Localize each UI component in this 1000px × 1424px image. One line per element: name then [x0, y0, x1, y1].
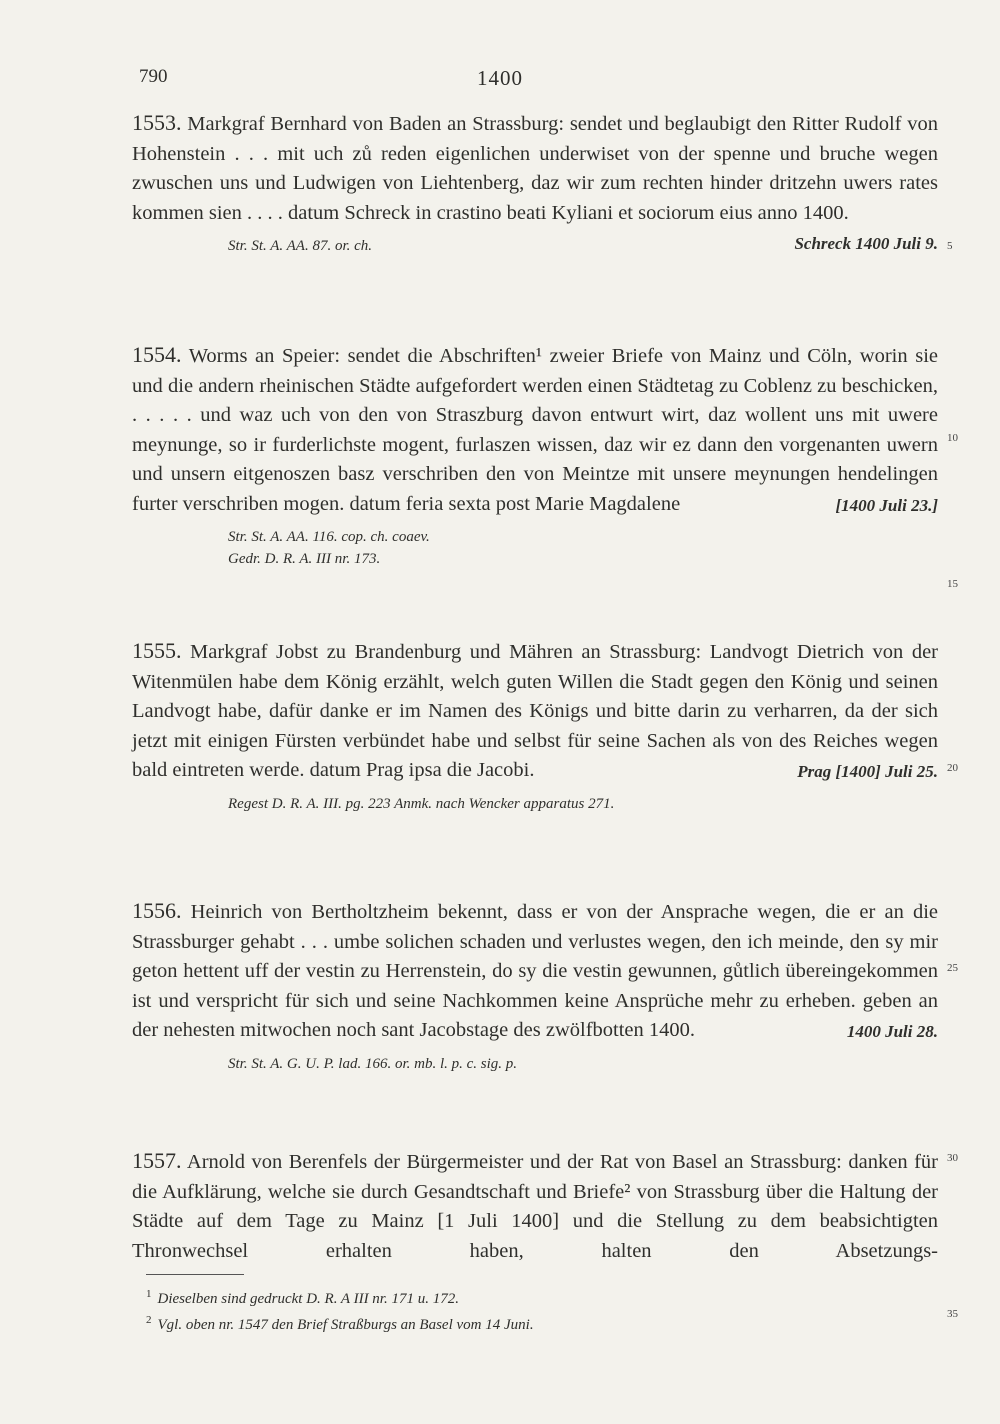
footnotes: [146, 1284, 926, 1336]
entry-1554: [132, 340, 938, 570]
page-number: 790: [139, 66, 168, 87]
margin-line-number: 20: [947, 762, 958, 774]
margin-line-number: 15: [947, 578, 958, 590]
margin-line-number: 25: [947, 962, 958, 974]
margin-line-number: 10: [947, 432, 958, 444]
entry-1556: [132, 896, 938, 1075]
entry-body: Arnold von Berenfels der Bürgermeister und der Rat von Basel an Strassburg: danken für die Aufklärung, welche sie durch Gesandtschaft und Briefe² von Strassburg über die Haltung der Städte auf dem Tage zu Mainz [1 Juli 1400] und die Stellung zu dem beabsichtigten Thronwechsel erhalten haben, halten den Absetzungs-: [132, 1151, 938, 1262]
footnote-mark: 1: [146, 1288, 152, 1300]
entry-date: [1400 Juli 23.]: [835, 495, 938, 515]
margin-line-number: 5: [947, 240, 953, 252]
entry-1553: [132, 108, 938, 259]
entry-number: 1556.: [132, 898, 182, 923]
margin-line-number: 35: [947, 1308, 958, 1320]
entry-body: Heinrich von Bertholtzheim bekennt, dass er von der Ansprache wegen, die er an die Strassburger gehabt . . . umbe solichen schaden und verlustes wegen, den ich meinde, den sy mir geton hettent uff der vestin zu Herrenstein, do sy die vestin gewunnen, gůtlich übereingekommen ist und verspricht für sich und seine Nachkommen keine Ansprüche mehr zu erheben. geben an der nehesten mitwochen noch sant Jacobstage des zwölfbotten 1400.: [132, 901, 939, 1041]
entry-body: Markgraf Bernhard von Baden an Strassburg: sendet und beglaubigt den Ritter Rudolf von Hohenstein . . . mit uch zů reden eigenlichen underwiset von der spenne und bruche wegen zwuschen uns und Ludwigen von Liehtenberg, daz wir zum rechten hinder dritzehn uwers rates kommen sien . . . . datum Schreck in crastino beati Kyliani et sociorum eius anno 1400.: [132, 113, 939, 224]
entry-sources: [228, 1053, 938, 1075]
source-line: Str. St. A. AA. 116. cop. ch. coaev.: [228, 529, 430, 545]
entry-date: Schreck 1400 Juli 9.: [794, 234, 938, 253]
source-line: Regest D. R. A. III. pg. 223 Anmk. nach Wencker apparatus 271.: [228, 795, 615, 812]
running-title: 1400: [477, 66, 523, 90]
entry-sources: [228, 793, 938, 815]
footnote-text: Vgl. oben nr. 1547 den Brief Straßburgs an Basel vom 14 Juni.: [157, 1317, 534, 1333]
entry-body: Markgraf Jobst zu Brandenburg und Mähren an Strassburg: Landvogt Dietrich von der Witenmülen habe dem König erzählt, welch guten Willen die Stadt gegen den König und seinen Landvogt habe, dafür danke er im Namen des Königs und bitte darin zu verharren, da der sich jetzt mit einigen Fürsten verbündet habe und selbst für seine Sachen als von des Reiches wegen bald eintreten werde. datum Prag ipsa die Jacobi.: [132, 641, 938, 781]
source-line: Str. St. A. AA. 87. or. ch.: [228, 238, 373, 254]
source-line: Gedr. D. R. A. III nr. 173.: [228, 551, 381, 567]
source-line: Str. St. A. G. U. P. lad. 166. or. mb. l. p. c. sig. p.: [228, 1055, 518, 1072]
entry-body: Worms an Speier: sendet die Abschriften¹ zweier Briefe von Mainz und Cöln, worin sie und die andern rheinischen Städte aufgefordert werden einen Städtetag zu Coblenz zu beschicken, . . . . . und waz uch von den von Straszburg davon entwurt wirt, daz wollent uns mit uwere meynunge, so ir furderlichste mogent, furlaszen wissen, daz wir ez dann den vorgenanten uwern und unsern eitgenoszen basz verschriben den von Meintze mit unsere meynungen hendelingen furter verschriben mogen. datum feria sexta post Marie Magdalene: [132, 345, 938, 515]
entry-text: [132, 896, 938, 1046]
entry-sources: [228, 526, 938, 570]
footnote-mark: 2: [146, 1314, 152, 1326]
entry-number: 1555.: [132, 638, 182, 663]
entry-text: [132, 340, 938, 519]
entry-1555: [132, 636, 938, 815]
footnote-divider: [146, 1274, 244, 1275]
entry-number: 1553.: [132, 110, 182, 135]
footnote: [146, 1284, 926, 1310]
entry-text: [132, 1146, 938, 1266]
entry-number: 1554.: [132, 342, 182, 367]
entry-date: 1400 Juli 28.: [846, 1022, 938, 1041]
entry-text: [132, 636, 938, 786]
margin-line-number: 30: [947, 1152, 958, 1164]
footnote: [146, 1310, 926, 1336]
entry-date: Prag [1400] Juli 25.: [797, 762, 938, 781]
entry-number: 1557.: [132, 1148, 182, 1173]
footnote-text: Dieselben sind gedruckt D. R. A III nr. 171 u. 172.: [157, 1291, 459, 1307]
page-header: [0, 66, 1000, 96]
entry-1557: [132, 1146, 938, 1266]
